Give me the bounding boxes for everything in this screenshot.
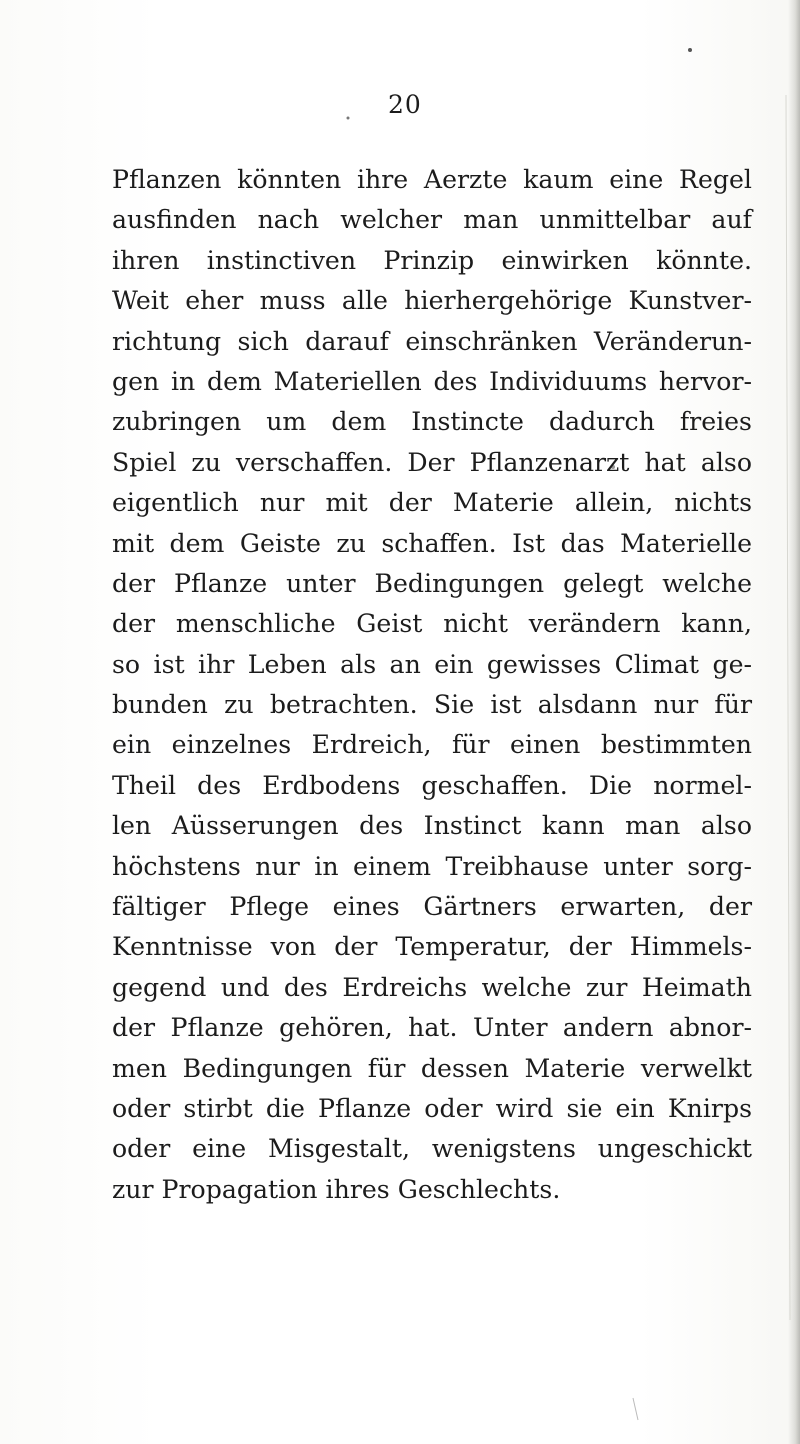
text-line: zubringen um dem Instincte dadurch freies xyxy=(112,407,752,437)
text-line: fältiger Pflege eines Gärtners erwarten, der xyxy=(112,892,752,922)
text-line: Spiel zu verschaffen. Der Pflanzenarzt hat also xyxy=(112,447,752,477)
text-line: mit dem Geiste zu schaffen. Ist das Materielle xyxy=(112,528,752,558)
text-line: gegend und des Erdreichs welche zur Heimath xyxy=(112,972,752,1002)
text-line: richtung sich darauf einschränken Veränderun- xyxy=(112,326,752,356)
text-line: der Pflanze unter Bedingungen gelegt welche xyxy=(112,568,752,598)
text-line: eigentlich nur mit der Materie allein, nichts xyxy=(112,488,752,518)
text-line: len Aüsserungen des Instinct kann man also xyxy=(112,811,752,841)
text-line: Kenntnisse von der Temperatur, der Himmels- xyxy=(112,932,752,962)
text-line: oder eine Misgestalt, wenigstens ungeschickt xyxy=(112,1134,752,1164)
text-line: gen in dem Materiellen des Individuums hervor- xyxy=(112,366,752,396)
text-line: men Bedingungen für dessen Materie verwelkt xyxy=(112,1053,752,1083)
text-line: ausfinden nach welcher man unmittelbar auf xyxy=(112,205,752,235)
text-line: ein einzelnes Erdreich, für einen bestimmten xyxy=(112,730,752,760)
text-line: der Pflanze gehören, hat. Unter andern abnor- xyxy=(112,1013,752,1043)
text-line: oder stirbt die Pflanze oder wird sie ein Knirps xyxy=(112,1093,752,1123)
text-line: ihren instinctiven Prinzip einwirken könnte. xyxy=(112,245,752,275)
text-line: zur Propagation ihres Geschlechts. xyxy=(112,1174,561,1204)
page-number: 20 xyxy=(388,90,422,119)
text-line: so ist ihr Leben als an ein gewisses Climat ge- xyxy=(112,649,752,679)
text-line: Theil des Erdbodens geschaffen. Die normel- xyxy=(112,770,752,800)
text-line: Pflanzen könnten ihre Aerzte kaum eine Regel xyxy=(112,165,752,194)
text-line: höchstens nur in einem Treibhause unter sorg- xyxy=(112,851,752,881)
body-text xyxy=(112,160,752,1210)
text-line: bunden zu betrachten. Sie ist alsdann nur für xyxy=(112,690,752,720)
text-line: Weit eher muss alle hierhergehörige Kunstver- xyxy=(112,286,752,316)
text-line: der menschliche Geist nicht verändern kann, xyxy=(112,609,752,639)
